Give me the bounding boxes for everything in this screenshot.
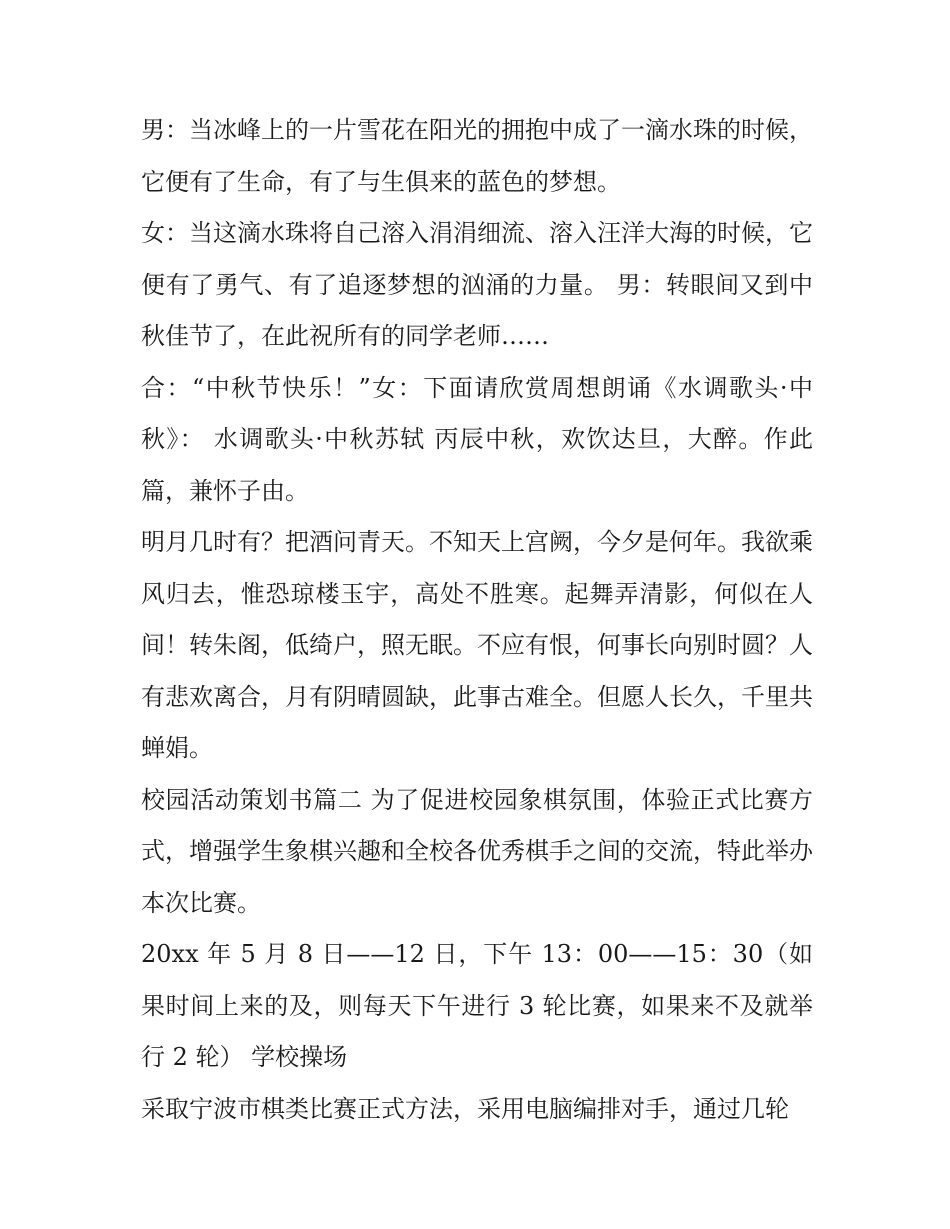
paragraph-plan-intro: 校园活动策划书篇二 为了促进校园象棋氛围，体验正式比赛方式，增强学生象棋兴趣和全校各优秀棋手之间的交流，特此举办本次比赛。 [141,785,813,917]
paragraph-dialogue-male-1: 男：当冰峰上的一片雪花在阳光的拥抱中成了一滴水珠的时候，它便有了生命，有了与生俱来的蓝色的梦想。 [141,116,813,196]
paragraph-schedule: 20xx 年 5 月 8 日——12 日，下午 13：00——15：30（如果时间上来的及，则每天下午进行 3 轮比赛，如果来不及就举行 2 轮） 学校操场 [141,940,813,1071]
paragraph-method: 采取宁波市棋类比赛正式方法，采用电脑编排对手，通过几轮 [141,1094,789,1123]
paragraph-dialogue-together: 合：“中秋节快乐！”女：下面请欣赏周想朗诵《水调歌头·中秋》： 水调歌头·中秋苏轼 丙辰中秋，欢饮达旦，大醉。作此篇，兼怀子由。 [141,373,813,505]
document-body [141,105,813,1135]
paragraph-dialogue-female-1: 女：当这滴水珠将自己溶入涓涓细流、溶入汪洋大海的时候，它便有了勇气、有了追逐梦想的汹涌的力量。 男：转眼间又到中秋佳节了，在此祝所有的同学老师…… [141,219,813,350]
paragraph-poem: 明月几时有？把酒问青天。不知天上宫阙，今夕是何年。我欲乘风归去，惟恐琼楼玉宇，高处不胜寒。起舞弄清影，何似在人间！转朱阁，低绮户，照无眠。不应有恨，何事长向别时圆？人有悲欢离合，月有阴晴圆缺，此事古难全。但愿人长久，千里共蝉娟。 [141,528,813,762]
